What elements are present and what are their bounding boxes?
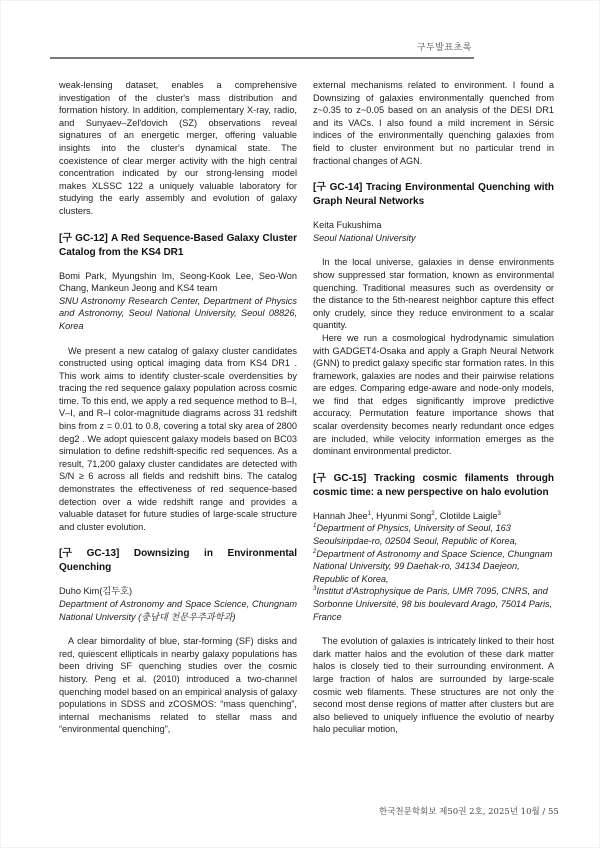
abstract-body: A clear bimordality of blue, star-forming (SF) disks and red, quiescent ellipticals in nearby galaxy populations has been driving SF quenching studies over the cosmic history. Peng et al. (2010) introduced a two-channel quenching model based on an empirical analysis of galaxy populations in SDSS and zCOSMOS: “mass quenching”, internal mechanisms related to stellar mass and “environmental quenching”, [59, 636, 297, 735]
abstract-affiliation: SNU Astronomy Research Center, Department of Physics and Astronomy, Seoul National University, Seoul 08826, Korea [59, 295, 297, 331]
abstract-authors: Duho Kim(김두호) [59, 586, 133, 597]
abstract-title: [구 GC-12] A Red Sequence-Based Galaxy Cluster Catalog from the KS4 DR1 [59, 232, 297, 258]
continued-paragraph: external mechanisms related to environment. I found a Downsizing of galaxies environmentally quenched from z~0.35 to z~0.05 based on an analysis of the DESI DR1 and its VACs. I also found a mild increment in Sérsic indices of the environmentally quenching galaxies from field to cluster environment but no particular trend in fractional changes of AGN. [313, 80, 554, 166]
abstract-gc-13 [59, 547, 297, 736]
affil-sup: 3 [313, 586, 317, 593]
affiliation: Institut d'Astrophysique de Paris, UMR 7095, CNRS, and Sorbonne Université, 98 bis boulevard Arago, 75014 Paris, France [313, 586, 553, 622]
abstract-body-paragraph: Here we run a cosmological hydrodynamic simulation with GADGET4-Osaka and apply a Graph Neural Network (GNN) to predict galaxy specific star formation rates. In this framework, galaxies are nodes and their pairwise relations are edges. Comparing edge-aware and node-only models, we find that edges significantly improve predictive accuracy. Permutation feature importance shows that scalar overdensity becomes nearly redundant once edges are included, while velocity information emerges as the dominant environmental predictor. [313, 332, 554, 457]
abstract-authors: Bomi Park, Myungshin Im, Seong-Kook Lee, Seo-Won Chang, Mankeun Jeong and KS4 team [59, 270, 297, 294]
abstract-affiliation: Seoul National University [313, 232, 416, 243]
author-name: Hannah Jhee [313, 510, 368, 521]
abstract-title: [구 GC-15] Tracking cosmic filaments through cosmic time: a new perspective on halo evolution [313, 472, 554, 498]
abstract-authors: Keita Fukushima [313, 220, 382, 231]
abstract-gc-12 [59, 232, 297, 534]
abstract-title: [구 GC-14] Tracing Environmental Quenching with Graph Neural Networks [313, 182, 554, 208]
author-sup: 2 [431, 510, 435, 517]
abstract-body: The evolution of galaxies is intricately linked to their host dark matter halos and the evolution of these dark matter halos is closely tied to their surrounding environment. A large fraction of halos are surrounded by large-scale cosmic web filaments. These structures are not only the second most dense regions of matter after clusters but are also believed to uniquely influence the evolutio of nearby halo peculiar motion, [313, 636, 554, 735]
abstract-affiliations [313, 522, 554, 623]
affil-sup: 2 [313, 548, 317, 555]
author-name: Clotilde Laigle [439, 510, 498, 521]
author-name: Hyunmi Song [376, 510, 432, 521]
abstract-affiliation: Department of Astronomy and Space Science, Chungnam National University (충남대 천문우주과학과) [59, 599, 297, 622]
continued-paragraph: weak-lensing dataset, enables a comprehensive investigation of the cluster's mass distribution and formation history. In addition, complementary X-ray, radio, and Sunyaev–Zel'dovich (SZ) observations reveal signatures of an energetic merger, offering valuable insights into the cluster's dynamical state. The coexistence of clear merger activity with the high central concentration indicated by our strong-lensing model makes XLSSC 122 a uniquely valuable laboratory for studying the early assembly and evolution of galaxy clusters. [59, 80, 297, 216]
affil-sup: 1 [313, 523, 317, 530]
right-column [313, 79, 554, 736]
author-sup: 3 [497, 510, 501, 517]
header-rule [50, 57, 474, 59]
abstract-authors: Hannah Jhee$^1$, Hyunmi Song$^2$, Clotilde Laigle$^3$ [313, 510, 501, 521]
section-header: 구두발표초록 [416, 43, 472, 53]
abstract-body: We present a new catalog of galaxy cluster candidates constructed using optical imaging data from KS4 DR1 . This work aims to identify cluster-scale overdensities by tracing the red sequence galaxy population across cosmic time. To this end, we apply a red sequence method to B–I, V–I, and R–I color-magnitude diagrams across 31 redshift bins from z = 0.01 to 0.8, covering a total sky area of 2800 deg2 . We adopt quiescent galaxy models based on BC03 simulation to define redshift-specific red sequences. As a result, 71,200 galaxy cluster candidates are detected with S/N ≥ 6 across all fields and redshift bins. The catalog demonstrates the effectiveness of red sequence-based detection over a wide redshift range and provides a valuable dataset for future studies of large-scale structure and cluster evolution. [59, 345, 297, 532]
document-page [1, 1, 599, 847]
abstract-title: [구 GC-13] Downsizing in Environmental Quenching [59, 548, 297, 574]
abstract-gc-14 [313, 181, 554, 458]
author-sup: 1 [367, 510, 372, 517]
abstract-body-paragraph: In the local universe, galaxies in dense environments show suppressed star formation, known as environmental quenching. Traditional measures such as overdensity or the distance to the 5th-nearest neighbor capture this effect only crudely, since they reduce environment to a scalar quantity. [313, 257, 554, 331]
left-column [59, 79, 297, 736]
page-footer: 한국천문학회보 제50권 2호, 2025년 10월 / 55 [379, 807, 559, 817]
affiliation: Department of Astronomy and Space Science, Chungnam National University, 99 Daehak-ro, 34134 Daejeon, Republic of Korea, [313, 548, 553, 584]
abstract-gc-15 [313, 472, 554, 736]
affiliation: Department of Physics, University of Seoul, 163 Seoulsiripdae-ro, 02504 Seoul, Republic of Korea, [313, 523, 518, 547]
